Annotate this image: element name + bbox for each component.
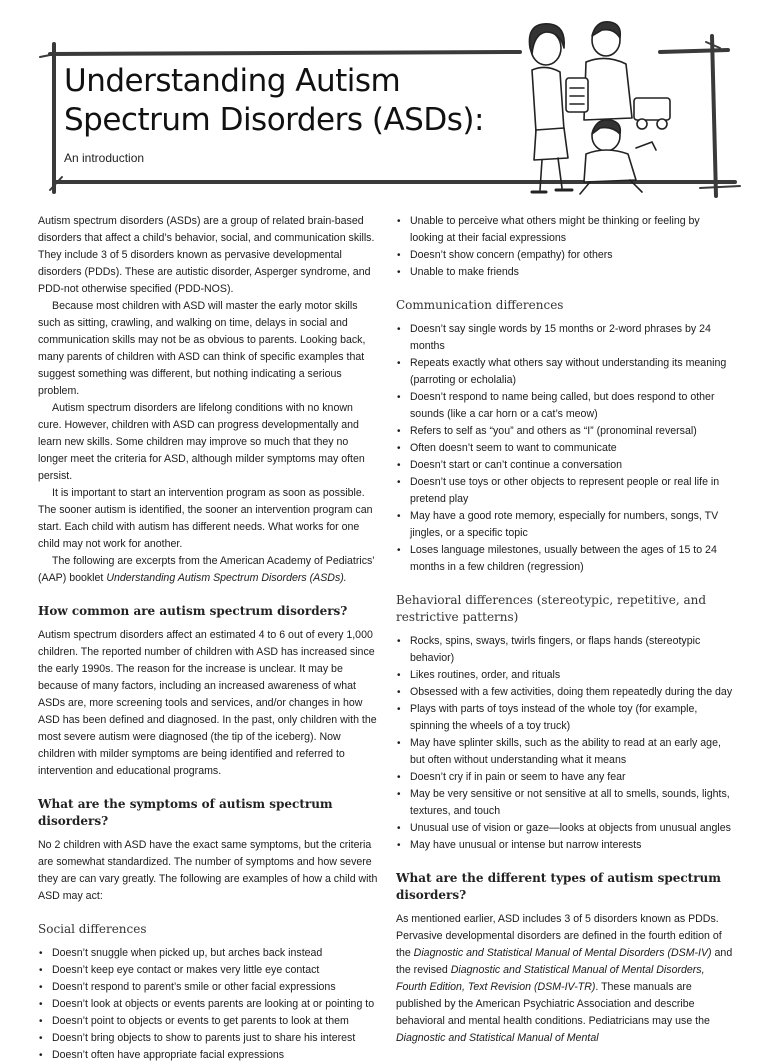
title-line-1: Understanding Autism [64, 63, 401, 99]
list-item: • Doesn’t start or can’t continue a conversation [396, 457, 736, 474]
social-differences-list-continued [396, 213, 736, 281]
excerpt-paragraph [38, 553, 378, 587]
page-title [64, 62, 524, 140]
booklet-title: Understanding Autism Spectrum Disorders (ASDs). [106, 572, 347, 584]
heading-social-differences: Social differences [38, 922, 147, 936]
list-item: • Rocks, spins, sways, twirls fingers, or flaps hands (stereotypic behavior) [396, 633, 736, 667]
list-item: • Doesn’t snuggle when picked up, but arches back instead [38, 945, 378, 962]
dsm-iv-tr-title: Diagnostic and Statistical Manual of Mental Disorders, Fourth Edition, Text Revision (DSM-IV-TR) [396, 964, 705, 993]
motor-skills-paragraph: Because most children with ASD will master the early motor skills such as sitting, crawling, and walking on time, delays in social and communication skills may not be as obvious to parents. Looking back, many parents of children with ASD can think of specific examples that suggest something was different, but nothing indicating a serious problem. [38, 300, 366, 397]
list-item: • Repeats exactly what others say without understanding its meaning (parroting or echolalia) [396, 355, 736, 389]
types-paragraph [396, 911, 736, 1047]
list-item: • May be very sensitive or not sensitive at all to smells, sounds, lights, textures, and touch [396, 786, 736, 820]
list-item: • Doesn’t say single words by 15 months or 2-word phrases by 24 months [396, 321, 736, 355]
family-illustration [506, 18, 674, 203]
types-text-2: and the revised [396, 947, 733, 976]
right-column [396, 213, 736, 1047]
list-item: • May have a good rote memory, especially for numbers, songs, TV jingles, or a specific topic [396, 508, 736, 542]
dsm-title-partial: Diagnostic and Statistical Manual of Mental [396, 1032, 599, 1044]
how-common-paragraph: Autism spectrum disorders affect an estimated 4 to 6 out of every 1,000 children. The reported number of children with ASD has increased since the early 1990s. The reason for the increase is unclear. It may be because of many factors, including an increased awareness of what ASDs are, more screening tools and services, and/or changes in how ASD has been defined and diagnosed. In the past, only children with the most severe autism were diagnosed (the tip of the iceberg). Now children with milder symptoms are being identified and referred to intervention and educational programs. [38, 629, 377, 777]
communication-differences-list [396, 321, 736, 576]
list-item: • Doesn’t often have appropriate facial expressions [38, 1047, 378, 1064]
list-item: • Loses language milestones, usually between the ages of 15 to 24 months in a few children (regression) [396, 542, 736, 576]
social-differences-list [38, 945, 378, 1064]
list-item: • Unusual use of vision or gaze—looks at objects from unusual angles [396, 820, 736, 837]
excerpt-text: The following are excerpts from the American Academy of Pediatrics’ (AAP) booklet [38, 555, 375, 584]
list-item: • Obsessed with a few activities, doing them repeatedly during the day [396, 684, 736, 701]
behavioral-differences-list [396, 633, 736, 854]
subtitle: An introduction [64, 151, 145, 165]
heading-how-common: How common are autism spectrum disorders? [38, 604, 348, 618]
toy-train [634, 98, 670, 120]
types-text-3: . These manuals are published by the American Psychiatric Association and describe behavioral and mental health conditions. Pediatricians may use the [396, 981, 710, 1027]
intro-paragraph: Autism spectrum disorders (ASDs) are a group of related brain-based disorders that affect a child’s behavior, social, and communication skills. They include 3 of 5 disorders known as pervasive developmental disorders (PDDs). These are autistic disorder, Asperger syndrome, and PDD-not otherwise specified (PDD-NOS). [38, 215, 375, 295]
list-item: • Often doesn’t seem to want to communicate [396, 440, 736, 457]
dsm-iv-title: Diagnostic and Statistical Manual of Mental Disorders (DSM-IV) [413, 947, 712, 959]
intervention-paragraph: It is important to start an intervention program as soon as possible. The sooner autism is identified, the sooner an intervention program can start. Each child with autism has different needs. What works for one child may not work for another. [38, 487, 373, 550]
list-item: • Doesn’t point to objects or events to get parents to look at them [38, 1013, 378, 1030]
mother-skirt [534, 128, 568, 160]
lifelong-paragraph: Autism spectrum disorders are lifelong conditions with no known cure. However, children with ASD can progress developmentally and learn new skills. Some children may improve so much that they no longer meet the criteria for ASD, although milder symptoms may often persist. [38, 402, 365, 482]
mother-shoes [532, 190, 572, 192]
title-line-2: Spectrum Disorders (ASDs): [64, 102, 484, 138]
types-text-1: As mentioned earlier, ASD includes 3 of 5 disorders known as PDDs. Pervasive developmental disorders are defined in the fourth edition of the [396, 913, 722, 959]
mother-body [532, 67, 564, 132]
symptoms-paragraph: No 2 children with ASD have the exact same symptoms, but the criteria are somewhat standardized. The number of symptoms and how severe they are can vary greatly. The following are examples of how a child with ASD may act: [38, 839, 378, 902]
list-item: • Plays with parts of toys instead of the whole toy (for example, spinning the wheels of a toy truck) [396, 701, 736, 735]
left-column [38, 213, 378, 1064]
father-body [584, 58, 632, 120]
mother-legs [540, 158, 562, 190]
child-legs [580, 180, 642, 194]
list-item: • Unable to perceive what others might be thinking or feeling by looking at their facial expressions [396, 213, 736, 247]
list-item: • Doesn’t show concern (empathy) for others [396, 247, 736, 264]
list-item: • Doesn’t use toys or other objects to represent people or real life in pretend play [396, 474, 736, 508]
list-item: • May have splinter skills, such as the ability to read at an early age, but often without understanding what it means [396, 735, 736, 769]
list-item: • Doesn’t keep eye contact or makes very little eye contact [38, 962, 378, 979]
heading-types: What are the different types of autism spectrum disorders? [396, 871, 721, 902]
list-item: • May have unusual or intense but narrow interests [396, 837, 736, 854]
list-item: • Doesn’t cry if in pain or seem to have any fear [396, 769, 736, 786]
list-item: • Doesn’t respond to parent’s smile or other facial expressions [38, 979, 378, 996]
list-item: • Unable to make friends [396, 264, 736, 281]
list-item: • Refers to self as “you” and others as “I” (pronominal reversal) [396, 423, 736, 440]
child-body [584, 150, 636, 182]
list-item: • Doesn’t respond to name being called, but does respond to other sounds (like a car horn or a cat’s meow) [396, 389, 736, 423]
heading-symptoms: What are the symptoms of autism spectrum disorders? [38, 797, 333, 828]
list-item: • Doesn’t bring objects to show to parents just to share his interest [38, 1030, 378, 1047]
heading-communication-differences: Communication differences [396, 298, 564, 312]
heading-behavioral-differences: Behavioral differences (stereotypic, repetitive, and restrictive patterns) [396, 593, 707, 624]
list-item: • Doesn’t look at objects or events parents are looking at or pointing to [38, 996, 378, 1013]
list-item: • Likes routines, order, and rituals [396, 667, 736, 684]
toy-robot [566, 78, 588, 112]
